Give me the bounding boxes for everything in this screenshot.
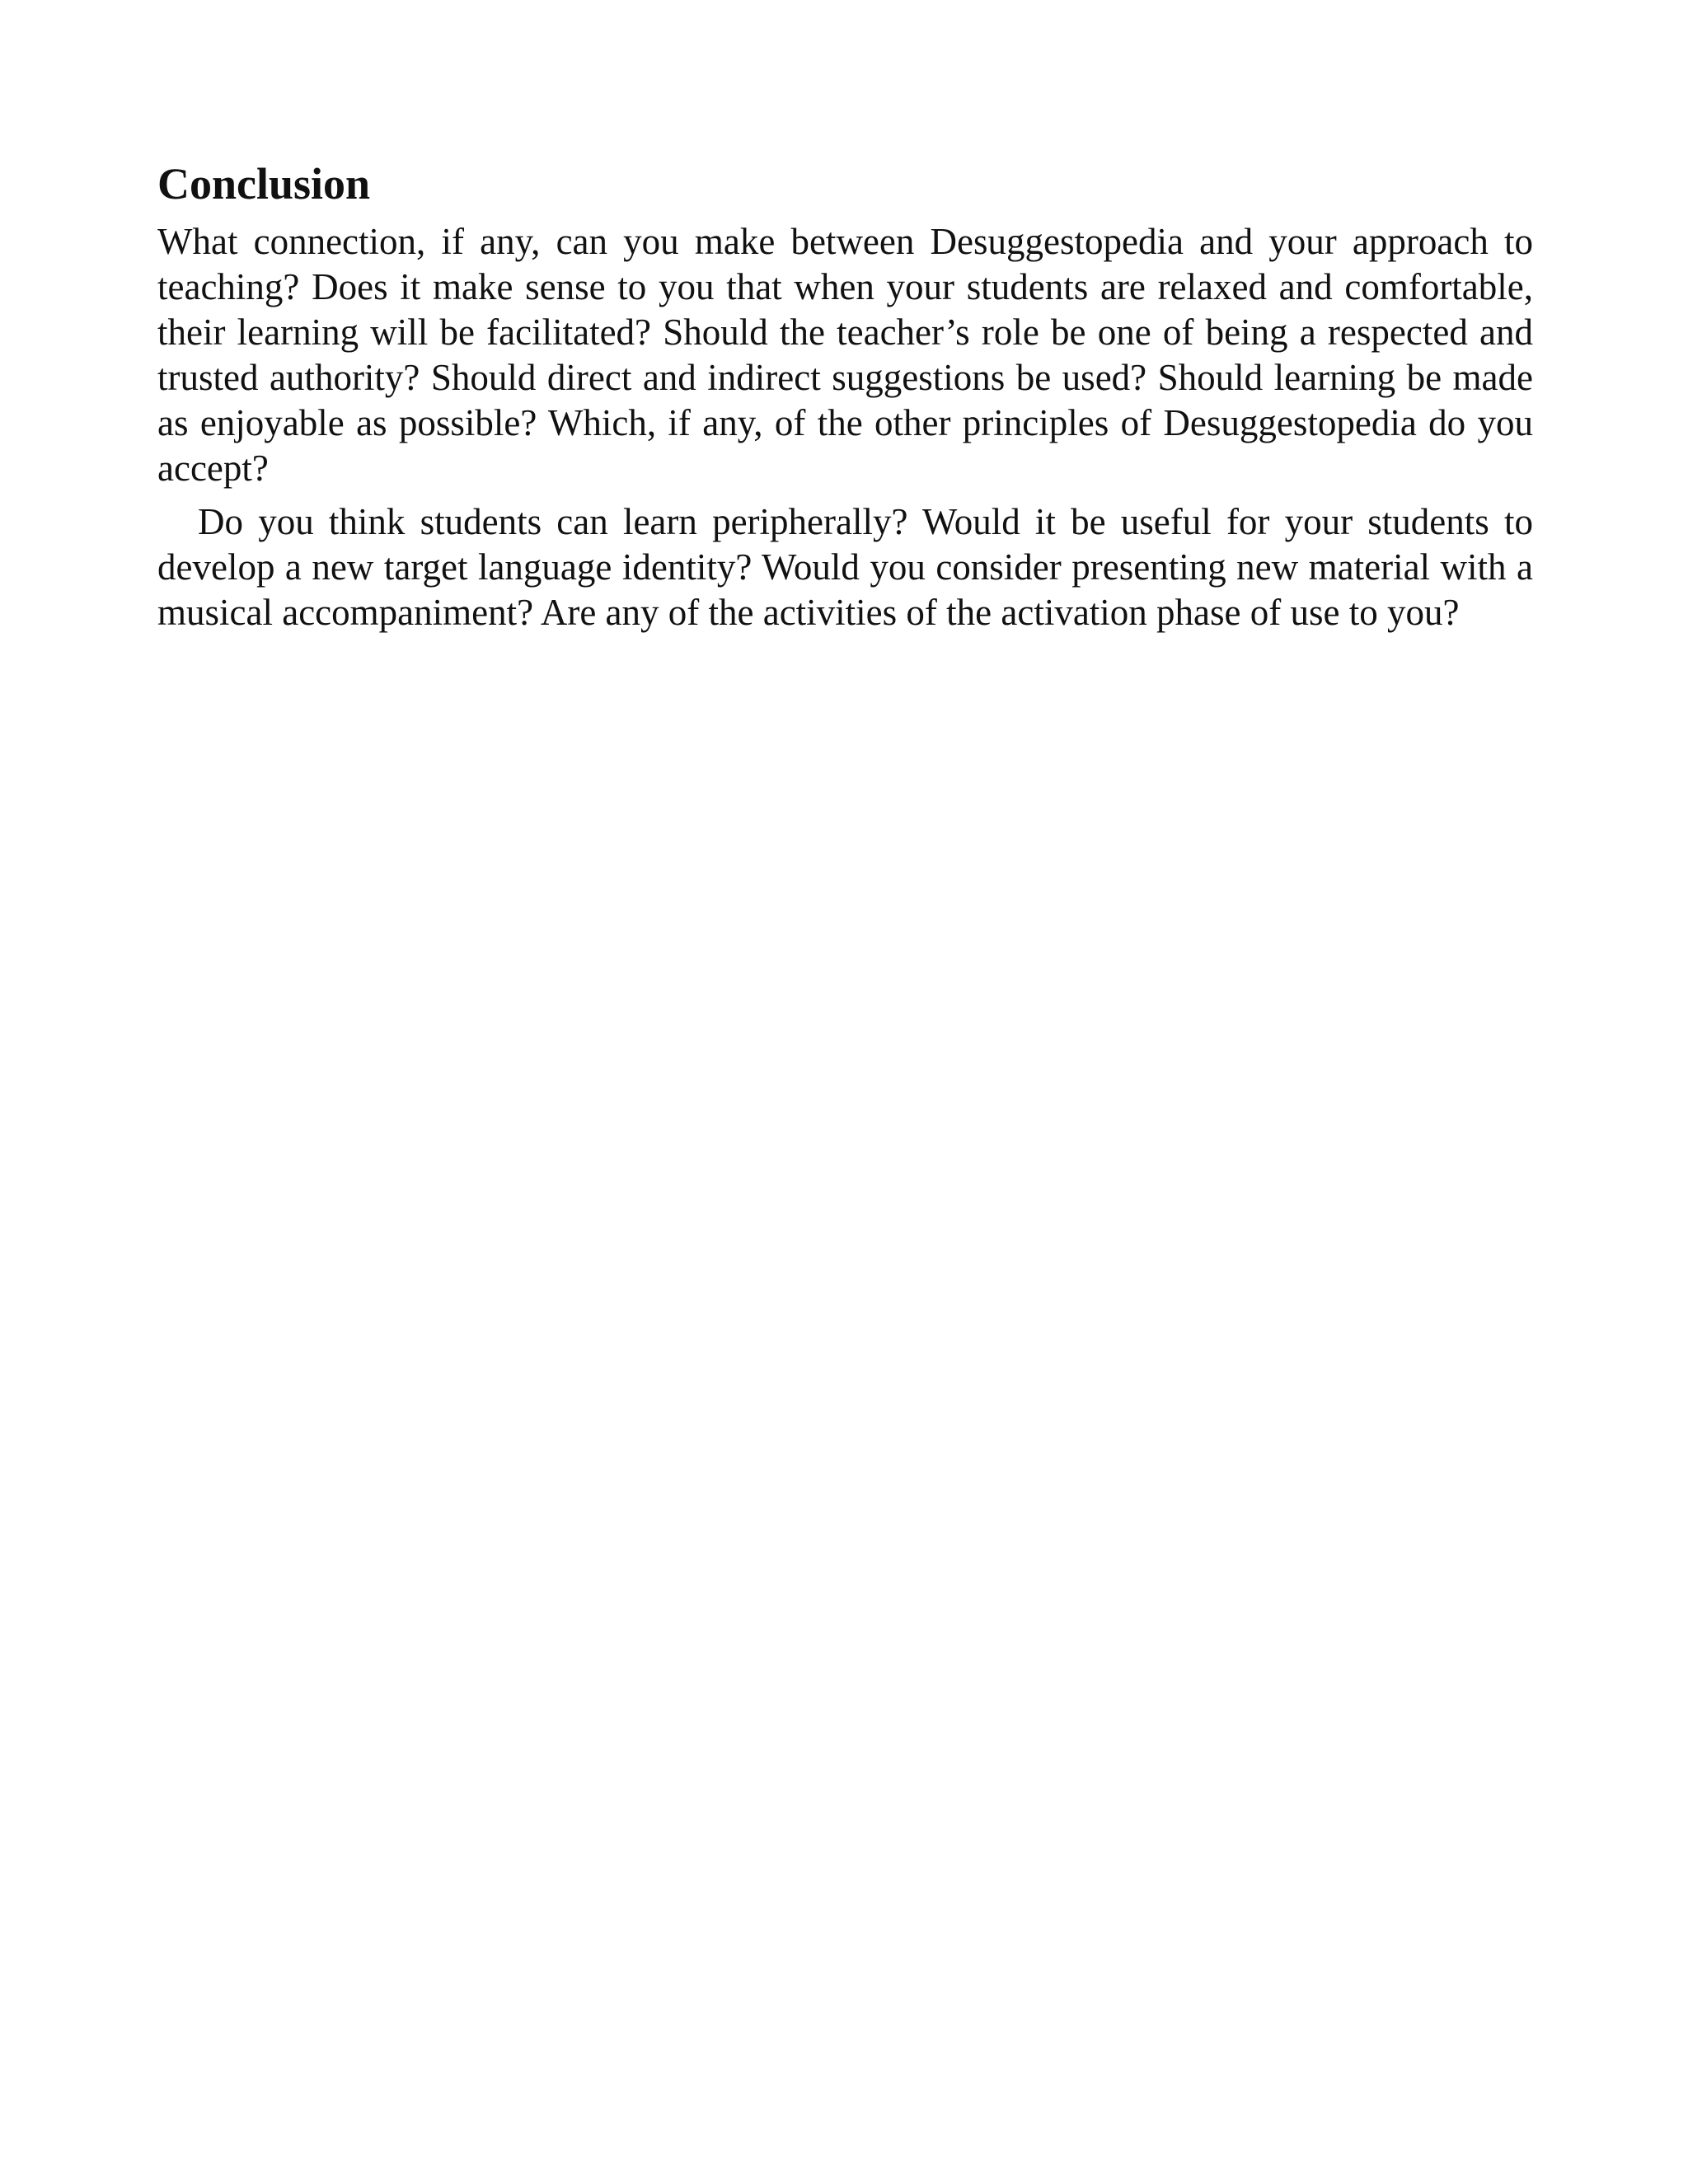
body-paragraph-1: What connection, if any, can you make between Desuggestopedia and your approach to teaching? Does it make sense to you that when your students are relaxed and comfortable, their learning will be facilitated? Should the teacher’s role be one of being a respected and trusted authority? Should direct and indirect suggestions be used? Should learning be made as enjoyable as possible? Which, if any, of the other principles of Desuggestopedia do you accept?	[157, 221, 1533, 489]
body-paragraph-2: Do you think students can learn peripherally? Would it be useful for your students to develop a new target language identity? Would you consider presenting new material with a musical accompaniment? Are any of the activities of the activation phase of use to you?	[157, 501, 1533, 633]
document-page	[157, 155, 1533, 635]
section-heading: Conclusion	[157, 159, 371, 209]
